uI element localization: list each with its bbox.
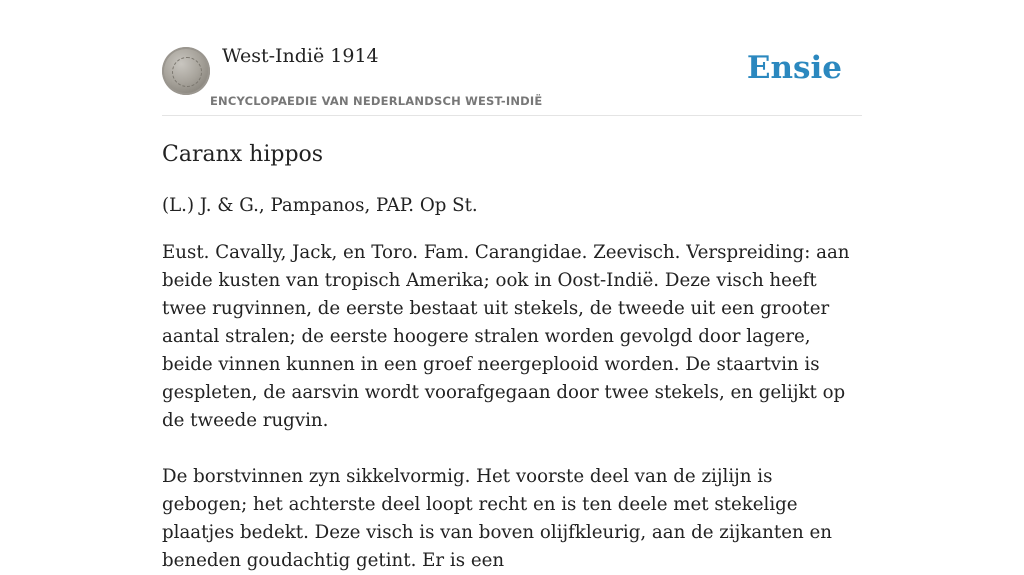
article-paragraph-2: De borstvinnen zyn sikkelvormig. Het voorste deel van de zijlijn is gebogen; het achterste deel loopt recht en is ten deele met stekelige plaatjes bedekt. Deze visch is van boven olijfkleurig, aan de zijkanten en beneden goudachtig getint. Er is een <box>162 466 832 571</box>
book-title-link[interactable]: West-Indië 1914 <box>222 45 379 67</box>
article-names-line: (L.) J. & G., Pampanos, PAP. Op St. <box>162 195 478 216</box>
site-header <box>162 40 862 116</box>
coin-icon[interactable] <box>162 47 210 95</box>
article-paragraph-1: Eust. Cavally, Jack, en Toro. Fam. Carangidae. Zeevisch. Verspreiding: aan beide kusten van tropisch Amerika; ook in Oost-Indië. Deze visch heeft twee rugvinnen, de eerste bestaat uit stekels, de tweede uit een grooter aantal stralen; de eerste hoogere stralen worden gevolgd door lagere, beide vinnen kunnen in een groef neergeplooid worden. De staartvin is gespleten, de aarsvin wordt voorafgegaan door twee stekels, en gelijkt op de tweede rugvin. <box>162 242 850 431</box>
article <box>162 140 862 575</box>
article-title: Caranx hippos <box>162 142 324 167</box>
book-subtitle: ENCYCLOPAEDIE VAN NEDERLANDSCH WEST-INDIË <box>210 94 543 108</box>
coin-emblem <box>172 57 202 87</box>
ensie-logo-link[interactable]: Ensie <box>746 50 842 86</box>
